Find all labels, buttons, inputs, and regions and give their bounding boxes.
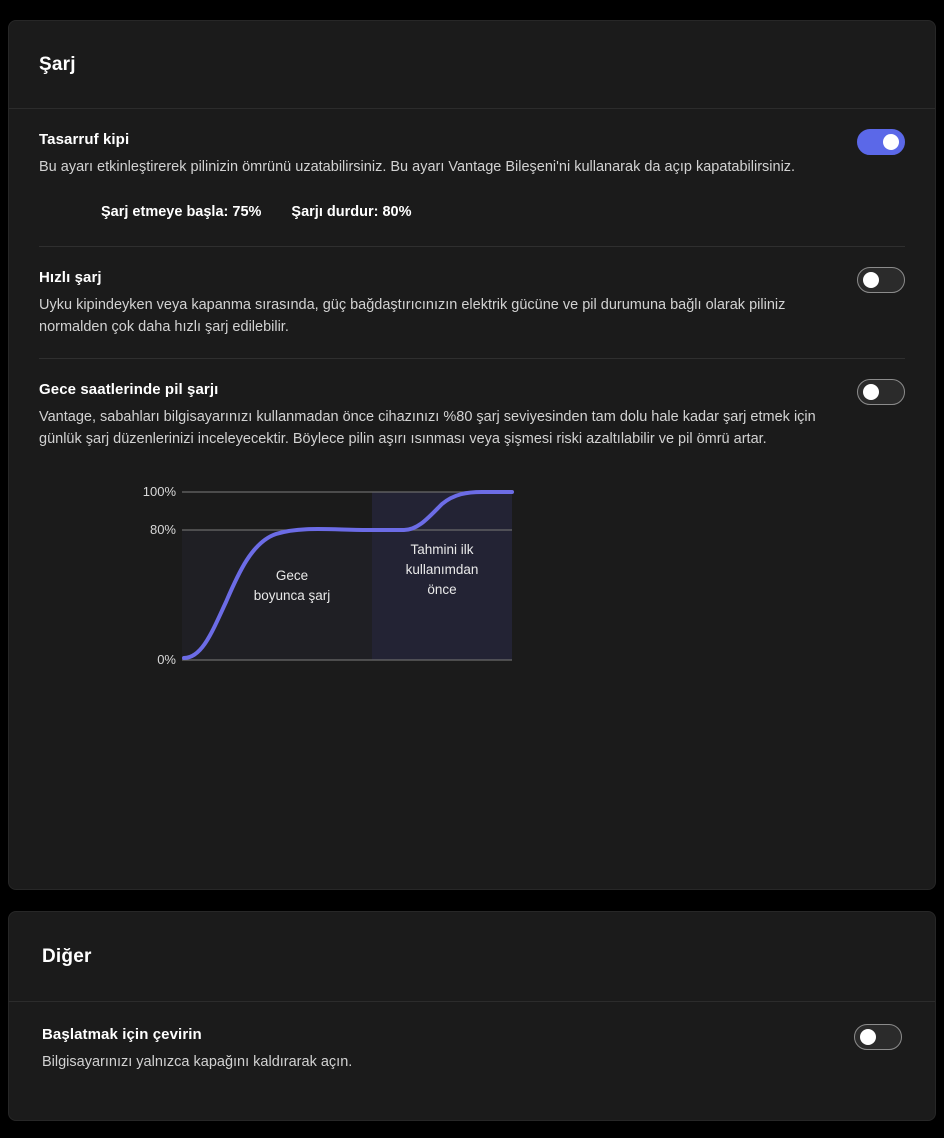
ytick-0: 0% xyxy=(157,652,176,668)
charge-thresholds xyxy=(39,204,905,220)
ytick-100: 100% xyxy=(142,484,176,500)
setting-overnight-charge xyxy=(9,359,935,722)
rapid-charge-title: Hızlı şarj xyxy=(39,269,102,287)
conservation-mode-title: Tasarruf kipi xyxy=(39,131,130,148)
conservation-mode-desc: Bu ayarı etkinleştirerek pilinizin ömrünü uzatabilirsiniz. Bu ayarı Vantage Bileşeni'ni kullanarak da açıp kapatabilirsiniz. xyxy=(39,159,796,175)
charge-stop-threshold: Şarjı durdur: 80% xyxy=(291,204,412,221)
annotation-night-line1: Gece xyxy=(275,568,309,584)
conservation-mode-toggle[interactable] xyxy=(857,129,905,155)
other-settings-card xyxy=(8,911,936,1121)
setting-rapid-charge xyxy=(9,247,935,358)
overnight-charge-chart xyxy=(39,482,905,702)
overnight-charge-title: Gece saatlerinde pil şarjı xyxy=(39,381,219,399)
other-card-title: Diğer xyxy=(42,945,92,967)
charge-start-threshold: Şarj etmeye başla: 75% xyxy=(101,204,262,221)
annotation-preuse-line3: önce xyxy=(427,582,457,598)
flip-to-start-toggle[interactable] xyxy=(854,1024,902,1050)
charge-card-title: Şarj xyxy=(39,53,76,75)
rapid-charge-toggle[interactable] xyxy=(857,267,905,293)
charge-card-header xyxy=(9,21,935,109)
overnight-charge-toggle[interactable] xyxy=(857,379,905,405)
annotation-preuse-line1: Tahmini ilk xyxy=(410,542,474,558)
toggle-knob-icon xyxy=(883,134,899,150)
flip-to-start-title: Başlatmak için çevirin xyxy=(42,1026,202,1043)
annotation-preuse-line2: kullanımdan xyxy=(405,562,479,578)
ytick-80: 80% xyxy=(149,522,176,538)
charge-curve-svg xyxy=(142,482,802,697)
toggle-knob-icon xyxy=(863,272,879,288)
other-card-header xyxy=(9,912,935,1002)
flip-to-start-desc: Bilgisayarınızı yalnızca kapağını kaldırarak açın. xyxy=(42,1054,353,1070)
toggle-knob-icon xyxy=(863,384,879,400)
annotation-night-line2: boyunca şarj xyxy=(253,588,331,604)
setting-flip-to-start xyxy=(9,1002,935,1093)
charge-settings-card xyxy=(8,20,936,890)
toggle-knob-icon xyxy=(860,1029,876,1045)
overnight-charge-desc: Vantage, sabahları bilgisayarınızı kullanmadan önce cihazınızı %80 şarj seviyesinden tam dolu hale kadar şarj etmek için günlük şarj düzenlerinizi inceleyecektir. Böylece pilin aşırı ısınması veya şişmesi riski azaltılabilir ve pil ömrü artar. xyxy=(39,409,816,448)
rapid-charge-desc: Uyku kipindeyken veya kapanma sırasında, güç bağdaştırıcınızın elektrik gücüne ve pil durumuna bağlı olarak piliniz normalden çok daha hızlı şarj edilebilir. xyxy=(39,297,786,336)
setting-conservation-mode xyxy=(9,109,935,246)
